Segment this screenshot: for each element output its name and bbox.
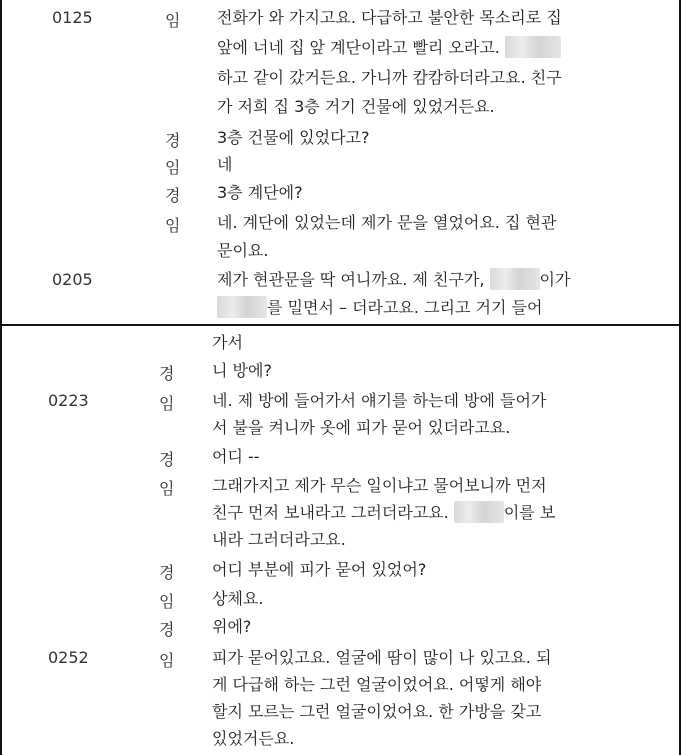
transcript-line: 3층 건물에 있었다고? [217,128,370,147]
redaction-blur [454,501,504,523]
speaker-label: 경 [159,450,175,469]
transcript-line: 게 다급해 하는 그런 얼굴이었어요. 어떻게 해야 [212,675,542,694]
transcript-panel-bottom [0,324,681,755]
speaker-label: 임 [165,216,181,235]
transcript-line: 어디 -- [212,447,260,466]
timestamp: 0223 [48,391,89,410]
transcript-line: 네. 계단에 있었는데 제가 문을 열었어요. 집 현관 [217,213,557,232]
transcript-line: 가서 [212,333,243,352]
timestamp: 0252 [48,648,89,667]
speaker-label: 임 [159,592,175,611]
transcript-panel-top [0,0,681,326]
timestamp: 0125 [52,8,93,27]
speaker-label: 경 [159,364,175,383]
speaker-label: 경 [165,131,181,150]
transcript-line: 서 불을 켜니까 옷에 피가 묻어 있더라고요. [212,418,511,437]
transcript-line: 그래가지고 제가 무슨 일이냐고 물어보니까 먼저 [212,476,547,495]
transcript-line: 제가 현관문을 딱 여니까요. 제 친구가, 이가 [217,270,571,289]
transcript-line: 전화가 와 가지고요. 다급하고 불안한 목소리로 집 [217,8,562,27]
transcript-line: 가 저희 집 3층 거기 건물에 있었거든요. [217,97,495,116]
transcript-line: 하고 같이 갔거든요. 가니까 캄캄하더라고요. 친구 [217,68,562,87]
transcript-line: 있었거든요. [212,729,295,748]
transcript-line: 어디 부분에 피가 묻어 있었어? [212,560,427,579]
transcript-line: 상체요. [212,589,264,608]
speaker-label: 경 [159,563,175,582]
transcript-line: 피가 묻어있고요. 얼굴에 땀이 많이 나 있고요. 되 [212,648,552,667]
transcript-line: 3층 계단에? [217,183,303,202]
speaker-label: 임 [165,158,181,177]
speaker-label: 임 [159,479,175,498]
speaker-label: 임 [159,394,175,413]
transcript-line: 내라 그러더라고요. [212,530,346,549]
transcript-line: 를 밀면서 – 더라고요. 그리고 거기 들어 [217,293,542,322]
redaction-blur [505,36,561,58]
transcript-line: 친구 먼저 보내라고 그러더라고요. 이를 보 [212,503,556,522]
transcript-line: 앞에 너네 집 앞 계단이라고 빨리 오라고. [217,33,561,62]
transcript-line: 문이요. [217,241,269,260]
speaker-label: 임 [165,11,181,30]
transcript-line: 네 [217,155,233,174]
speaker-label: 경 [165,186,181,205]
speaker-label: 경 [159,620,175,639]
redaction-blur [217,296,267,318]
transcript-line: 위에? [212,617,252,636]
redaction-blur [490,268,540,290]
timestamp: 0205 [52,270,93,289]
transcript-line: 네. 제 방에 들어가서 얘기를 하는데 방에 들어가 [212,391,547,410]
transcript-line: 할지 모르는 그런 얼굴이었어요. 한 가방을 갖고 [212,702,542,721]
transcript-line: 니 방에? [212,361,272,380]
speaker-label: 임 [159,651,175,670]
